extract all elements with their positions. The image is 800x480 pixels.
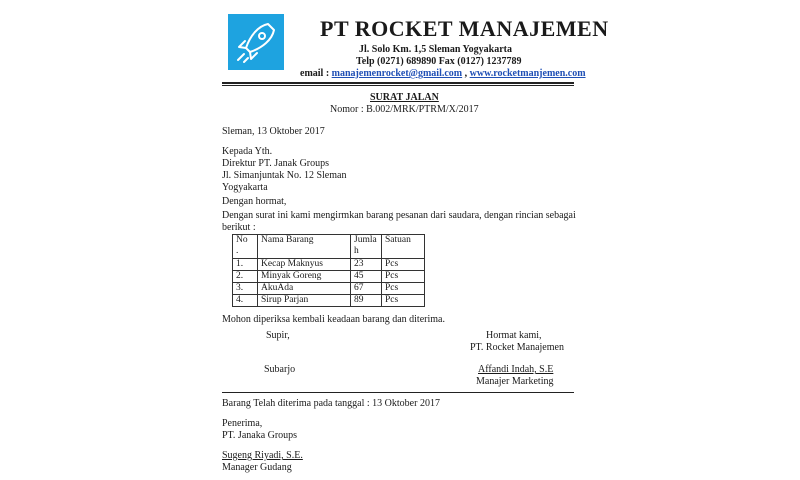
- cell-satuan: Pcs: [382, 271, 425, 283]
- cell-no: 3.: [233, 283, 258, 295]
- website-link[interactable]: www.rocketmanjemen.com: [469, 68, 586, 79]
- regards-label: Hormat kami,: [486, 330, 542, 341]
- signer-name: Affandi Indah, S.E: [478, 364, 554, 375]
- cell-jumlah: 23: [351, 259, 382, 271]
- table-header-row: [233, 235, 425, 259]
- cell-jumlah: 45: [351, 271, 382, 283]
- company-name: PT ROCKET MANAJEMEN: [320, 16, 609, 41]
- receiver-company: PT. Janaka Groups: [222, 430, 298, 441]
- letterhead-divider: [222, 82, 574, 84]
- table-row: [233, 295, 425, 307]
- cell-nama-barang: Kecap Maknyus: [258, 259, 351, 271]
- cell-no: 2.: [233, 271, 258, 283]
- received-date-line: Barang Telah diterima pada tanggal : 13 Oktober 2017: [222, 398, 440, 409]
- table-row: [233, 259, 425, 271]
- document-number: Nomor : B.002/MRK/PTRM/X/2017: [330, 104, 479, 115]
- receiver-label: Penerima,: [222, 418, 263, 429]
- cell-nama-barang: AkuAda: [258, 283, 351, 295]
- driver-label: Supir,: [266, 330, 290, 341]
- cell-no: 4.: [233, 295, 258, 307]
- company-phone: Telp (0271) 689890 Fax (0127) 1237789: [356, 56, 522, 67]
- table-row: [233, 271, 425, 283]
- items-table: [232, 234, 425, 307]
- cell-satuan: Pcs: [382, 295, 425, 307]
- sender-company: PT. Rocket Manajemen: [470, 342, 564, 353]
- table-row: [233, 283, 425, 295]
- cell-nama-barang: Minyak Goreng: [258, 271, 351, 283]
- document-title: SURAT JALAN: [370, 92, 439, 103]
- recipient-line: Direktur PT. Janak Groups: [222, 158, 330, 169]
- contact-separator: ,: [462, 68, 470, 79]
- cell-satuan: Pcs: [382, 259, 425, 271]
- cell-jumlah: 67: [351, 283, 382, 295]
- signer-title: Manajer Marketing: [476, 376, 554, 387]
- recipient-line: Jl. Simanjuntak No. 12 Sleman: [222, 170, 347, 181]
- recipient-line: Yogyakarta: [222, 182, 268, 193]
- cell-satuan: Pcs: [382, 283, 425, 295]
- column-header-nama-barang: Nama Barang: [258, 235, 351, 259]
- column-header-no: No .: [233, 235, 258, 259]
- intro-text-cont: berikut :: [222, 222, 256, 233]
- letterhead-divider-thin: [222, 85, 574, 86]
- cell-jumlah: 89: [351, 295, 382, 307]
- closing-request: Mohon diperiksa kembali keadaan barang dan diterima.: [222, 314, 445, 325]
- greeting: Dengan hormat,: [222, 196, 287, 207]
- place-date: Sleman, 13 Oktober 2017: [222, 126, 325, 137]
- email-label: email :: [300, 68, 332, 79]
- column-header-jumlah: Jumla h: [351, 235, 382, 259]
- recipient-line: Kepada Yth.: [222, 146, 273, 157]
- receipt-divider: [222, 392, 574, 393]
- company-logo: [228, 14, 284, 70]
- email-link[interactable]: manajemenrocket@gmail.com: [331, 68, 463, 79]
- receiver-title: Manager Gudang: [222, 462, 292, 473]
- intro-text: Dengan surat ini kami mengirmkan barang pesanan dari saudara, dengan rincian sebagai: [222, 210, 576, 221]
- cell-no: 1.: [233, 259, 258, 271]
- cell-nama-barang: Sirup Parjan: [258, 295, 351, 307]
- column-header-satuan: Satuan: [382, 235, 425, 259]
- receiver-name: Sugeng Riyadi, S.E.: [222, 450, 303, 461]
- contact-line: [300, 68, 586, 79]
- company-address: Jl. Solo Km. 1,5 Sleman Yogyakarta: [359, 44, 512, 55]
- driver-name: Subarjo: [264, 364, 296, 375]
- rocket-icon: [228, 14, 284, 70]
